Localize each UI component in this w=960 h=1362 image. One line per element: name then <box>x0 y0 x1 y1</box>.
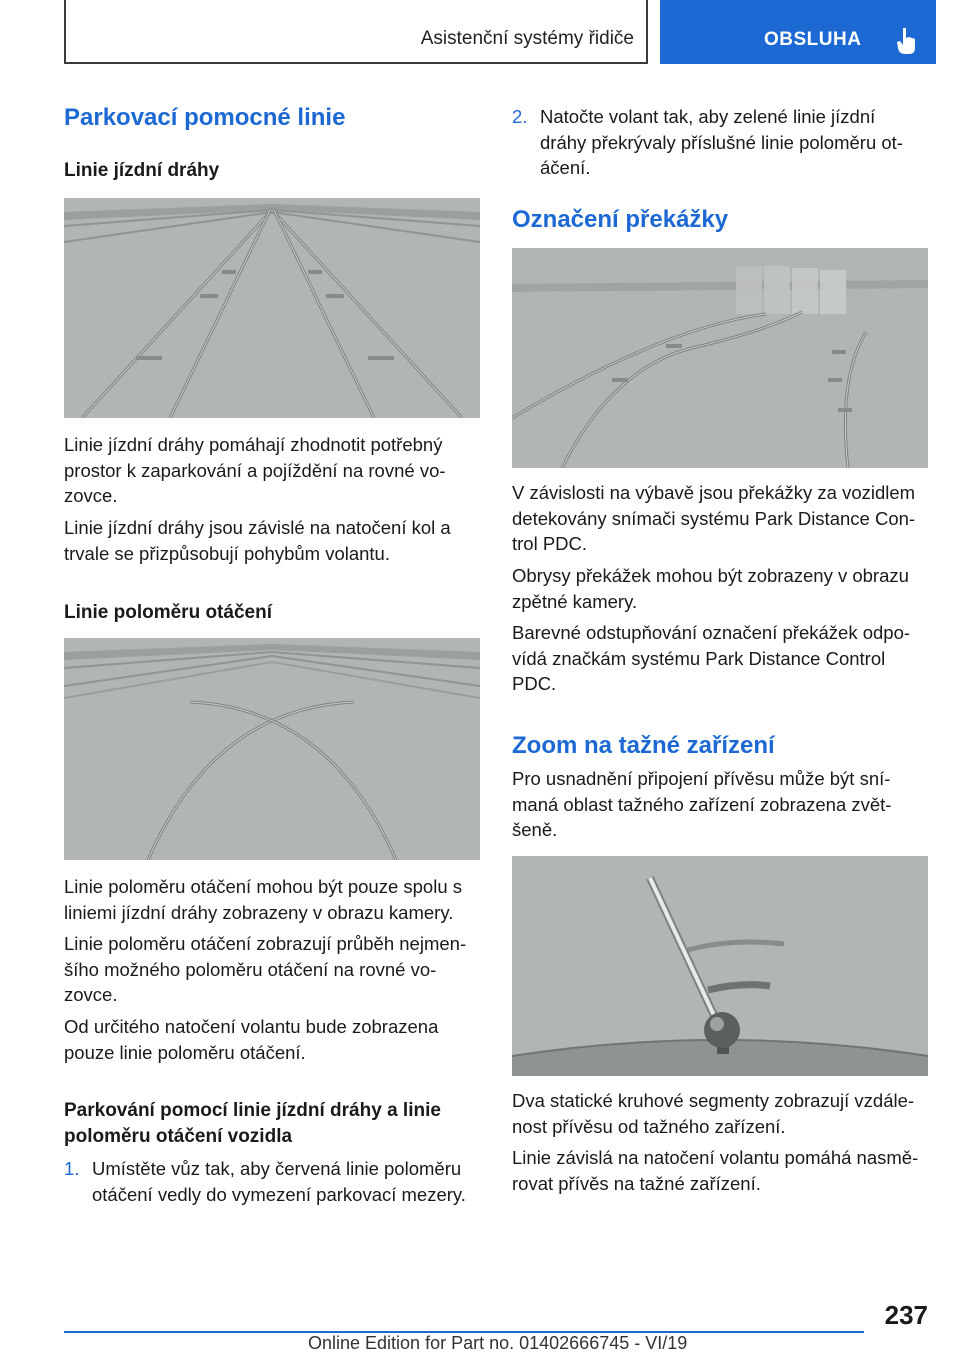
figure-track-lines <box>64 198 480 418</box>
text-line: rovat přívěs na tažné zařízení. <box>512 1172 761 1194</box>
text-line: trvale se přizpůsobují pohybům volantu. <box>64 542 390 564</box>
step-number: 2. <box>512 106 528 127</box>
text-line: Dva statické kruhové segmenty zobrazují vzdále- <box>512 1090 915 1111</box>
text-line: Linie závislá na natočení volantu pomáhá nasmě- <box>512 1147 919 1168</box>
text-line: Linie jízdní dráhy pomáhají zhodnotit potřebný <box>64 434 443 455</box>
text-line: Pro usnadnění připojení přívěsu může být sní- <box>512 768 891 789</box>
text-line: zovce. <box>64 485 118 506</box>
text-line: PDC. <box>512 673 557 694</box>
figure-hitch-zoom <box>512 856 928 1076</box>
paragraph-hitch-zoom <box>512 766 891 843</box>
page-number: 237 <box>884 1300 928 1330</box>
paragraph-radius-2 <box>64 931 466 1008</box>
text-line: trol PDC. <box>512 533 588 554</box>
text-line: Umístěte vůz tak, aby červená linie poloměru <box>92 1158 462 1179</box>
text-line: Linie poloměru otáčení mohou být pouze spolu s <box>64 876 463 897</box>
text-line: poloměru otáčení vozidla <box>64 1126 293 1147</box>
paragraph-hitch-1 <box>512 1088 914 1139</box>
heading-obstacle-marking: Označení překážky <box>512 206 729 233</box>
step-number: 1. <box>64 1158 80 1179</box>
paragraph-obstacle-3 <box>512 620 910 697</box>
text-line: detekovány snímači systému Park Distance Con- <box>512 507 916 529</box>
text-line: liniemi jízdní dráhy zobrazeny v obrazu kamery. <box>64 901 454 923</box>
subheading-track-lines: Linie jízdní dráhy <box>64 160 220 181</box>
text-line: prostor k zaparkování a pojíždění na rovné vo- <box>64 459 446 481</box>
footer-edition: Online Edition for Part no. 01402666745 - VI/19 <box>308 1333 688 1353</box>
figure-obstacle-marking <box>512 248 928 468</box>
paragraph-obstacle-1 <box>512 480 915 557</box>
figure-turning-radius <box>64 638 480 860</box>
paragraph-track-lines-2 <box>64 515 451 566</box>
header-section-box <box>64 0 648 64</box>
text-line: zovce. <box>64 984 118 1005</box>
paragraph-track-lines-1 <box>64 432 446 509</box>
text-line: Linie jízdní dráhy jsou závislé na natočení kol a <box>64 517 451 538</box>
text-line: zpětné kamery. <box>512 590 638 612</box>
paragraph-radius-1 <box>64 874 462 925</box>
paragraph-hitch-2 <box>512 1145 918 1196</box>
text-line: šího možného poloměru otáčení na rovné vo- <box>64 958 437 980</box>
text-line: pouze linie poloměru otáčení. <box>64 1041 306 1063</box>
section-title: Asistenční systémy řidiče <box>420 28 634 49</box>
text-line: Parkování pomocí linie jízdní dráhy a linie <box>64 1100 441 1121</box>
heading-parking-lines: Parkovací pomocné linie <box>64 104 346 131</box>
text-line: V závislosti na výbavě jsou překážky za vozidlem <box>512 482 916 503</box>
text-line: šeně. <box>512 819 558 840</box>
text-line: vídá značkám systému Park Distance Control <box>512 647 886 669</box>
subheading-parking-procedure <box>64 1098 441 1150</box>
section-tab <box>660 0 936 64</box>
text-line: nost přívěsu od tažného zařízení. <box>512 1115 786 1137</box>
paragraph-radius-3 <box>64 1014 438 1065</box>
text-line: Linie poloměru otáčení zobrazují průběh nejmen- <box>64 933 467 954</box>
text-line: Barevné odstupňování označení překážek odpo- <box>512 622 911 643</box>
text-line: maná oblast tažného zařízení zobrazena zvět- <box>512 793 892 815</box>
subheading-turning-radius: Linie poloměru otáčení <box>64 602 272 623</box>
step-text <box>540 104 903 181</box>
paragraph-obstacle-2 <box>512 563 909 614</box>
text-line: Natočte volant tak, aby zelené linie jízdní <box>540 106 876 127</box>
step-text <box>92 1156 466 1207</box>
tab-label: OBSLUHA <box>764 29 862 50</box>
text-line: dráhy překrývaly příslušné linie poloměru ot- <box>540 131 903 153</box>
heading-hitch-zoom: Zoom na tažné zařízení <box>512 732 775 759</box>
text-line: Obrysy překážek mohou být zobrazeny v obrazu <box>512 565 909 586</box>
text-line: áčení. <box>540 157 591 178</box>
text-line: Od určitého natočení volantu bude zobrazena <box>64 1016 439 1037</box>
text-line: otáčení vedly do vymezení parkovací mezery. <box>92 1183 466 1205</box>
pointing-hand-icon <box>894 26 918 56</box>
